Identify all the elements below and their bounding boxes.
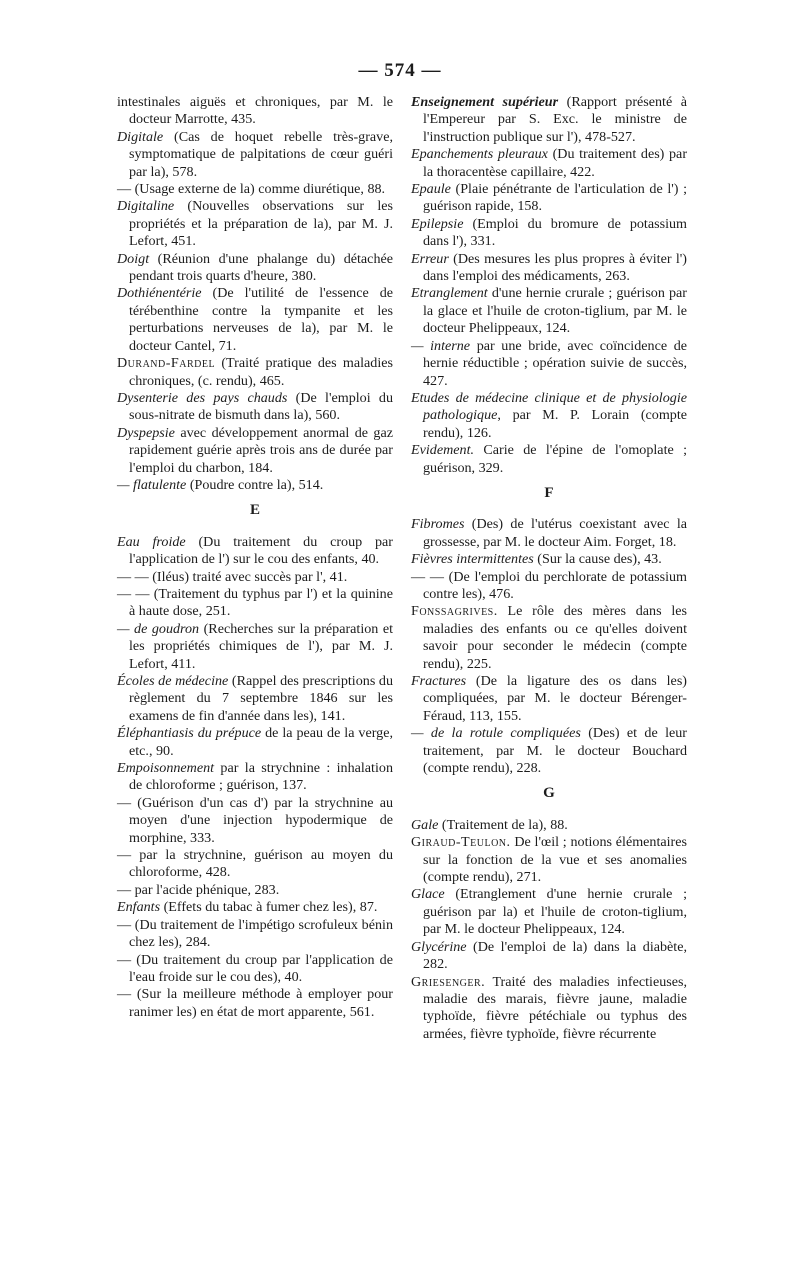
- index-entry: [411, 939, 687, 974]
- index-entry: [411, 390, 687, 442]
- entry-text: (De l'utilité de l'essence de térébenthine contre la tympanite et les perturbations nerveuses de la), par M. le docteur Cantel, 71.: [129, 285, 393, 354]
- entry-term: Doigt: [117, 250, 150, 267]
- entry-text: — — (Traitement du typhus par l') et la quinine à haute dose, 251.: [117, 585, 393, 620]
- index-entry: [117, 725, 393, 760]
- index-entry: [117, 251, 393, 286]
- entry-term: Enfants: [117, 899, 161, 916]
- entry-text: par la strychnine : inhalation de chloroforme ; guérison, 137.: [129, 760, 393, 794]
- entry-term: Digitaline: [117, 198, 175, 215]
- entry-text: — par la strychnine, guérison au moyen du chloroforme, 428.: [117, 847, 393, 881]
- index-entry: [411, 146, 687, 181]
- index-entry: [411, 251, 687, 286]
- section-letter: E: [249, 502, 260, 519]
- index-entry: [117, 198, 393, 250]
- index-entry: [411, 817, 687, 834]
- page-number: — 574 —: [358, 60, 442, 81]
- entry-term: Empoisonnement: [117, 760, 215, 777]
- index-entry: [117, 425, 393, 477]
- index-entry: [117, 129, 393, 181]
- entry-term: Fibromes: [411, 516, 465, 533]
- entry-term: Dysenterie des pays chauds: [117, 389, 288, 406]
- index-entry: [411, 285, 687, 337]
- entry-term: Griesenger.: [411, 973, 486, 990]
- index-entry: [411, 94, 687, 146]
- index-entry: [117, 390, 393, 425]
- entry-text: (Nouvelles observations sur les propriétés et la préparation de la), par M. J. Lefort, 451.: [129, 198, 393, 250]
- entry-text: (Traité pratique des maladies chroniques, (c. rendu), 465.: [129, 355, 393, 389]
- index-entry: [411, 673, 687, 725]
- index-entry: [117, 355, 393, 390]
- entry-text: (Etranglement d'une hernie crurale ; guérison par la) et l'huile de croton-tiglium, par M. le docteur Phelippeaux, 124.: [423, 886, 687, 938]
- section-letter: F: [544, 484, 554, 501]
- entry-text: — (Du traitement de l'impétigo scrofuleux bénin chez les), 284.: [117, 916, 393, 951]
- entry-text: d'une hernie crurale ; guérison par la glace et l'huile de croton-tiglium, par M. le docteur Phelippeaux, 124.: [423, 285, 687, 337]
- entry-text: — — (Iléus) traité avec succès par l', 41.: [117, 568, 348, 585]
- entry-text: De l'œil ; notions élémentaires sur la fonction de la vue et ses anomalies (compte rendu), 271.: [423, 834, 687, 886]
- entry-text: (Rappel des prescriptions du règlement du 7 septembre 1846 sur les examens de fin d'année dans les), 141.: [129, 673, 393, 724]
- entry-text: Traité des maladies infectieuses, maladie des marais, fièvre jaune, maladie typhoïde, fièvre pétéchiale ou typhus des armées, fièvre typhoïde, fièvre récurrente: [423, 973, 687, 1042]
- entry-text: — (Du traitement du croup par l'application de l'eau froide sur le cou des), 40.: [117, 951, 393, 985]
- entry-text: (Traitement de la), 88.: [438, 816, 568, 833]
- index-entry: [411, 442, 687, 477]
- index-entry: [117, 882, 393, 899]
- index-entry: [117, 760, 393, 795]
- entry-text: , par M. P. Lorain (compte rendu), 126.: [423, 407, 687, 441]
- entry-term: Epaule: [411, 181, 451, 198]
- entry-term: Éléphantiasis du prépuce: [117, 725, 262, 742]
- entry-term: — interne: [411, 337, 471, 354]
- index-entry: [411, 603, 687, 673]
- entry-text: avec développement anormal de gaz rapidement guérie après trois ans de durée par l'emploi du charbon, 184.: [129, 424, 393, 476]
- index-column-left: [117, 94, 393, 1021]
- index-entry: [117, 569, 393, 586]
- index-entry: [411, 216, 687, 251]
- entry-term: Etudes de médecine clinique et de physiologie pathologique: [411, 389, 687, 424]
- index-entry: [411, 516, 687, 551]
- entry-text: (Cas de hoquet rebelle très-grave, symptomatique de palpitations de cœur guéri par la), 578.: [129, 128, 393, 180]
- entry-term: Dyspepsie: [117, 424, 175, 441]
- index-entry: [117, 621, 393, 673]
- entry-term: Gale: [411, 816, 439, 833]
- entry-term: Durand-Fardel: [117, 355, 216, 372]
- entry-text: (Réunion d'une phalange du) détachée pendant trois quarts d'heure, 380.: [129, 250, 393, 285]
- index-entry: [117, 285, 393, 355]
- entry-text: de la peau de la verge, etc., 90.: [129, 725, 394, 759]
- entry-term: Écoles de médecine: [117, 673, 229, 689]
- index-entry: [411, 569, 687, 604]
- index-entry: [411, 974, 687, 1044]
- entry-term: — flatulente: [117, 476, 187, 493]
- entry-text: (Plaie pénétrante de l'articulation de l') ; guérison rapide, 158.: [423, 181, 687, 215]
- index-entry: [411, 725, 687, 777]
- entry-term: Erreur: [411, 250, 449, 267]
- entry-text: (Des mesures les plus propres à éviter l') dans l'emploi des médicaments, 263.: [423, 250, 687, 285]
- section-letter: G: [543, 785, 555, 802]
- index-entry: [117, 534, 393, 569]
- entry-term: Glycérine: [411, 938, 467, 955]
- index-entry: [117, 673, 393, 725]
- entry-text: (Effets du tabac à fumer chez les), 87.: [160, 899, 378, 916]
- index-entry: [411, 551, 687, 568]
- entry-text: (Du traitement des) par la thoracentèse capillaire, 422.: [423, 146, 688, 180]
- entry-term: Epanchements pleuraux: [411, 146, 548, 163]
- index-entry: [411, 181, 687, 216]
- index-entry: [117, 181, 393, 198]
- entry-text: intestinales aiguës et chroniques, par M. le docteur Marrotte, 435.: [117, 94, 393, 128]
- entry-text: (Recherches sur la préparation et les propriétés chimiques de l'), par M. J. Lefort, 411.: [129, 620, 394, 672]
- index-entry: [117, 899, 393, 916]
- entry-text: — par l'acide phénique, 283.: [117, 881, 280, 898]
- entry-text: par une bride, avec coïncidence de hernie réductible ; opération suivie de succès, 427.: [423, 337, 687, 389]
- index-entry: [411, 834, 687, 886]
- entry-term: Eau froide: [117, 533, 186, 550]
- index-entry: [117, 477, 393, 494]
- entry-text: (Des) et de leur traitement, par M. le docteur Bouchard (compte rendu), 228.: [423, 725, 687, 777]
- index-entry: [411, 338, 687, 390]
- index-column-right: [411, 94, 687, 1043]
- entry-text: (Du traitement du croup par l'application de l') sur le cou des enfants, 40.: [129, 533, 393, 568]
- entry-term: Digitale: [117, 128, 164, 145]
- entry-text: — — (De l'emploi du perchlorate de potassium contre les), 476.: [411, 568, 687, 602]
- index-entry: [117, 795, 393, 847]
- entry-term: Dothiénentérie: [117, 285, 202, 302]
- entry-term: Enseignement supérieur: [411, 94, 559, 110]
- entry-term: Fièvres intermittentes: [411, 551, 534, 568]
- entry-term: Glace: [411, 886, 445, 903]
- entry-term: — de goudron: [117, 620, 200, 637]
- entry-text: (Rapport présenté à l'Empereur par S. Exc. le ministre de l'instruction publique sur l'), 478-527.: [423, 94, 687, 145]
- index-entry: [117, 986, 393, 1021]
- entry-term: Giraud-Teulon.: [411, 834, 511, 851]
- entry-text: (Emploi du bromure de potassium dans l'), 331.: [423, 215, 687, 250]
- index-entry: [117, 952, 393, 987]
- entry-text: Le rôle des mères dans les maladies des enfants ou ce qu'elles doivent savoir pour seconder le médecin (compte rendu), 225.: [423, 603, 687, 672]
- entry-term: Evidement.: [411, 442, 475, 459]
- entry-text: — (Usage externe de la) comme diurétique, 88.: [117, 181, 386, 198]
- entry-text: (Des) de l'utérus coexistant avec la grossesse, par M. le docteur Aim. Forget, 18.: [423, 516, 687, 550]
- entry-term: Epilepsie: [411, 215, 464, 232]
- entry-text: — (Sur la meilleure méthode à employer pour ranimer les) en état de mort apparente, 561.: [117, 986, 393, 1020]
- entry-term: Etranglement: [411, 285, 488, 302]
- entry-term: Fonssagrives.: [411, 603, 498, 620]
- index-entry: [117, 586, 393, 621]
- entry-text: Carie de l'épine de l'omoplate ; guérison, 329.: [423, 442, 687, 476]
- index-entry: [117, 847, 393, 882]
- index-entry: [117, 94, 393, 129]
- entry-text: (De l'emploi de la) dans la diabète, 282.: [423, 938, 687, 973]
- entry-text: (De l'emploi du sous-nitrate de bismuth dans la), 560.: [129, 389, 393, 424]
- entry-text: — (Guérison d'un cas d') par la strychnine au moyen d'une injection hypodermique de morphine, 333.: [117, 794, 393, 846]
- entry-text: (Sur la cause des), 43.: [533, 551, 662, 568]
- entry-term: — de la rotule compliquées: [411, 725, 581, 742]
- entry-term: Fractures: [411, 673, 467, 689]
- entry-text: (De la ligature des os dans les) compliquées, par M. le docteur Bérenger-Féraud, 113, 155.: [423, 673, 687, 724]
- entry-text: (Poudre contre la), 514.: [186, 476, 324, 493]
- index-entry: [117, 917, 393, 952]
- index-entry: [411, 886, 687, 938]
